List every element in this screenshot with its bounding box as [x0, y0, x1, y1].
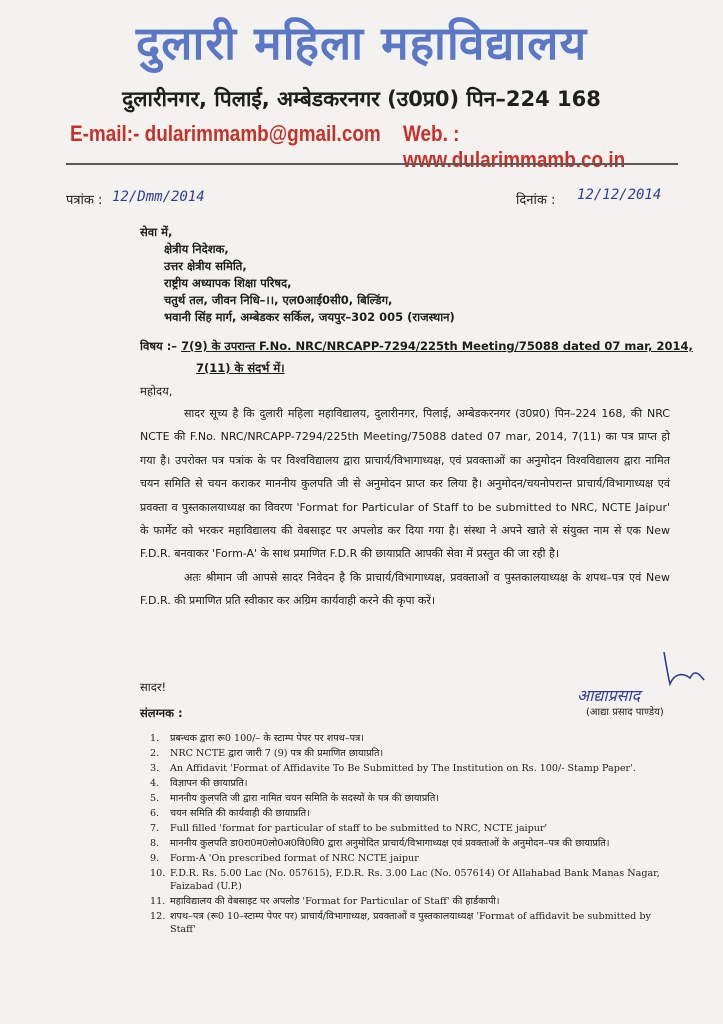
reference-label: पत्रांक :	[66, 193, 103, 208]
addressee-line: चतुर्थ तल, जीवन निधि–।।, एल0आई0सी0, बिल्डिंग,	[164, 293, 393, 307]
enclosure-item: 9. Form-A 'On prescribed format of NRC NCTE jaipur	[150, 853, 419, 864]
subject-line-2: 7(11) के संदर्भ में।	[196, 361, 285, 375]
enclosure-item: 3. An Affidavit 'Format of Affidavite To Be Submitted by The Institution on Rs. 100/- Stamp Paper'.	[150, 763, 636, 774]
enclosure-item: 4. विज्ञापन की छायाप्रति।	[150, 778, 248, 789]
signatory-name: (आद्या प्रसाद पाण्डेय)	[586, 707, 664, 718]
date-label: दिनांक :	[516, 193, 556, 208]
closing: सादर!	[140, 680, 167, 694]
addressee-line: क्षेत्रीय निदेशक,	[164, 242, 229, 256]
enclosure-item: 5. माननीय कुलपति जी द्वारा नामित चयन समिति के सदस्यों के पत्र की छायाप्रति।	[150, 793, 439, 804]
enclosures-label: संलग्नक :	[140, 706, 183, 720]
enclosure-item: 12. शपथ–पत्र (रू0 10–स्टाम्प पेपर पर) प्राचार्य/विभागाध्यक्ष, प्रवक्ताओं व पुस्तकालयाध्यक्ष 'Format of affidavit be submitted by Staff'	[150, 911, 651, 935]
addressee-line: भवानी सिंह मार्ग, अम्बेडकर सर्किल, जयपुर–302 005 (राजस्थान)	[164, 310, 455, 324]
body-paragraph-2: अतः श्रीमान जी आपसे सादर निवेदन है कि प्राचार्य/विभागाध्यक्ष, प्रवक्ताओं व पुस्तकालयाध्यक्ष के शपथ–पत्र एवं New F.D.R. की प्रमाणित प्रति स्वीकार कर अग्रिम कार्यवाही करने की कृपा करें।	[140, 570, 670, 608]
college-website: Web. : www.dularimmamb.co.in	[403, 121, 626, 172]
letter-body	[140, 402, 670, 613]
subject-line-1: 7(9) के उपरान्त F.No. NRC/NRCAPP-7294/225th Meeting/75088 dated 07 mar, 2014,	[181, 339, 693, 353]
subject-label: विषय :–	[140, 339, 178, 353]
enclosure-item: 2. NRC NCTE द्वारा जारी 7 (9) पत्र की प्रमाणित छायाप्रति।	[150, 748, 384, 759]
college-address: दुलारीनगर, पिलाई, अम्बेडकरनगर (उ0प्र0) पिन–224 168	[122, 87, 601, 111]
addressee-salutation: सेवा में,	[140, 225, 173, 239]
college-email: E-mail:- dularimmamb@gmail.com	[70, 121, 381, 146]
greeting: महोदय,	[140, 384, 173, 398]
enclosure-item: 1. प्रबन्धक द्वारा रू0 100/– के स्टाम्प पेपर पर शपथ–पत्र।	[150, 733, 364, 744]
enclosure-item: 8. माननीय कुलपति डा0रा0म0लो0अ0वि0वि0 द्वारा अनुमोदित प्राचार्य/विभागाध्यक्ष एवं प्रवक्ताओं के अनुमोदन–पत्र की छायाप्रति।	[150, 838, 610, 849]
enclosure-item: 6. चयन समिति की कार्यवाही की छायाप्रति।	[150, 808, 310, 819]
letter-date: 12/12/2014	[577, 187, 662, 203]
reference-number: 12/Dmm/2014	[112, 189, 205, 205]
enclosure-item: 10. F.D.R. Rs. 5.00 Lac (No. 057615), F.D.R. Rs. 3.00 Lac (No. 057614) Of Allahabad Bank Manas Nagar, Faizabad (U.P.)	[150, 868, 660, 892]
handwritten-signature: आद्याप्रसाद	[577, 686, 641, 705]
enclosure-item: 7. Full filled 'format for particular of staff to be submitted to NRC, NCTE jaipur'	[150, 823, 548, 834]
addressee-line: राष्ट्रीय अध्यापक शिक्षा परिषद,	[164, 276, 292, 290]
enclosure-item: 11. महाविद्यालय की वेबसाइट पर अपलोड 'Format for Particular of Staff' की हार्डकापी।	[150, 896, 500, 907]
addressee-line: उत्तर क्षेत्रीय समिति,	[164, 259, 247, 273]
enclosure-list	[150, 732, 672, 938]
college-name-heading: दुलारी महिला महाविद्यालय	[135, 16, 588, 70]
body-paragraph-1: सादर सूच्य है कि दुलारी महिला महाविद्यालय, दुलारीनगर, पिलाई, अम्बेडकरनगर (उ0प्र0) पिन–224 168, की NRC NCTE की F.No. NRC/NRCAPP-7294/225th Meeting/75088 dated 07 mar, 2014, 7(11) का पत्र प्राप्त हो गया है। उपरोक्त पत्र पत्रांक के पर विश्वविद्यालय द्वारा प्राचार्य/विभागाध्यक्ष, एवं प्रवक्ताओं का अनुमोदन विश्वविद्यालय द्वारा नामित चयन समिति से चयन कराकर माननीय कुलपति जी से अनुमोदन प्राप्त कर लिया है। अनुमोदन/चयनोपरान्त प्राचार्य/विभागाध्यक्ष एवं प्रवक्ता व पुस्तकालयाध्यक्ष का विवरण 'Format for Particular of Staff to be submitted to NRC, NCTE Jaipur' के फार्मेट को भरकर महाविद्यालय की वेबसाइट पर अपलोड कर दिया गया है। संस्था ने अपने खाते से संयुक्त नाम से एक New F.D.R. बनवाकर 'Form-A' के साथ प्रमाणित F.D.R की छायाप्रति आपकी सेवा में प्रस्तुत की जा रही है।	[140, 407, 670, 561]
subject-block	[140, 335, 693, 379]
addressee-block	[140, 224, 455, 326]
signature-flourish-icon	[660, 650, 710, 694]
letterhead-divider	[66, 163, 678, 165]
